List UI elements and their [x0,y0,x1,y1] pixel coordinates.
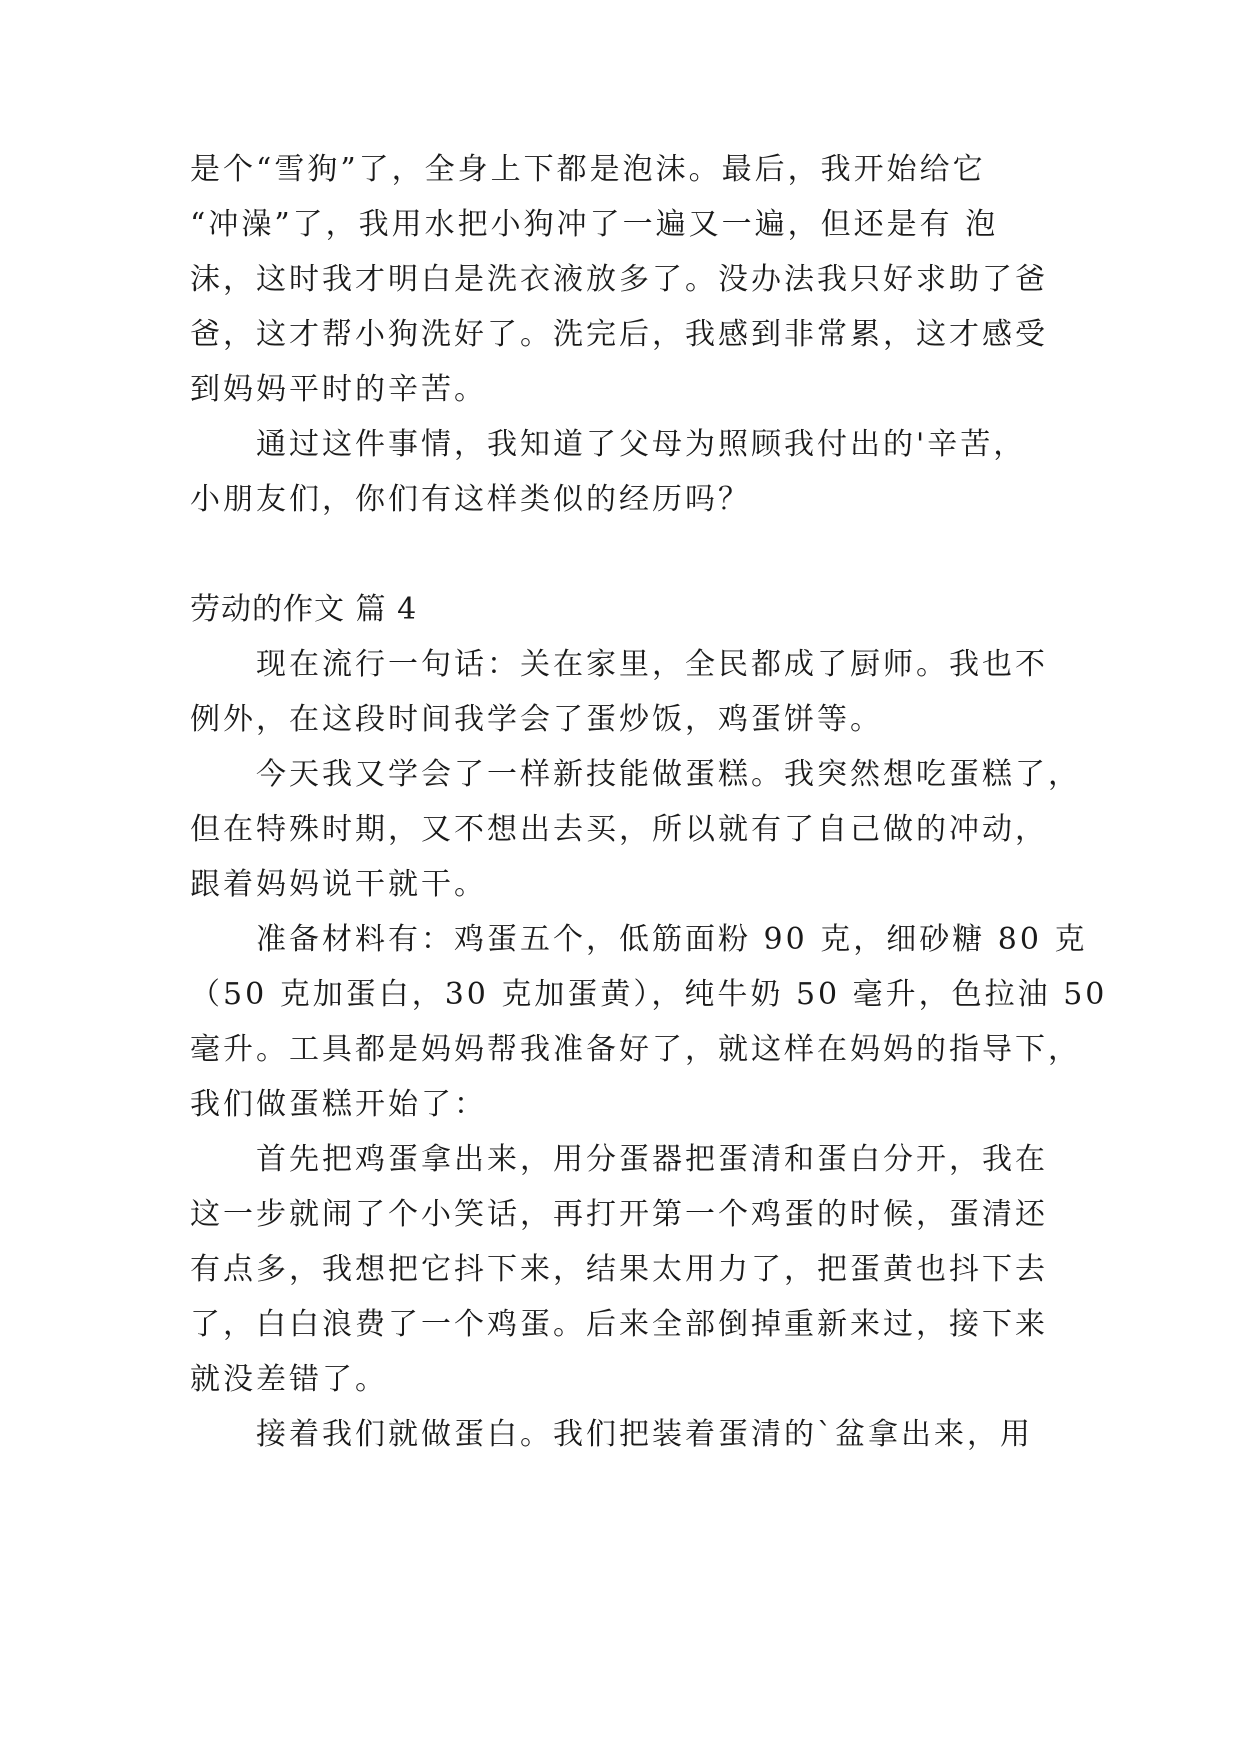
text-line: 有点多，我想把它抖下来，结果太用力了，把蛋黄也抖下去 [190,1252,1048,1287]
text-line: 准备材料有：鸡蛋五个，低筋面粉 90 克，细砂糖 80 克 [256,922,1088,957]
text-line: 但在特殊时期，又不想出去买，所以就有了自己做的冲动， [190,812,1048,847]
text-line: 了，白白浪费了一个鸡蛋。后来全部倒掉重新来过，接下来 [190,1307,1048,1342]
text-line: 这一步就闹了个小笑话，再打开第一个鸡蛋的时候，蛋清还 [190,1197,1048,1232]
text-line: 现在流行一句话：关在家里，全民都成了厨师。我也不 [256,647,1048,682]
text-line: 小朋友们，你们有这样类似的经历吗？ [190,482,751,517]
section-heading: 劳动的作文 篇 4 [190,592,418,627]
text-line: 跟着妈妈说干就干。 [190,867,487,902]
text-line: 毫升。工具都是妈妈帮我准备好了，就这样在妈妈的指导下， [190,1032,1081,1067]
text-line: 首先把鸡蛋拿出来，用分蛋器把蛋清和蛋白分开，我在 [256,1142,1048,1177]
text-line: 接着我们就做蛋白。我们把装着蛋清的`盆拿出来，用 [256,1417,1033,1452]
text-line: （50 克加蛋白，30 克加蛋黄），纯牛奶 50 毫升，色拉油 50 [190,977,1108,1012]
text-line: 例外，在这段时间我学会了蛋炒饭，鸡蛋饼等。 [190,702,883,737]
text-line: 到妈妈平时的辛苦。 [190,372,487,407]
text-line: 就没差错了。 [190,1362,388,1397]
text-line: 爸，这才帮小狗洗好了。洗完后，我感到非常累，这才感受 [190,317,1048,352]
text-line: 我们做蛋糕开始了： [190,1087,487,1122]
text-line: “冲澡”了，我用水把小狗冲了一遍又一遍，但还是有 泡 [190,207,999,242]
text-line: 是个“雪狗”了，全身上下都是泡沫。最后，我开始给它 [190,152,986,187]
text-line: 通过这件事情，我知道了父母为照顾我付出的'辛苦， [256,427,1027,462]
text-line: 沫，这时我才明白是洗衣液放多了。没办法我只好求助了爸 [190,262,1048,297]
text-line: 今天我又学会了一样新技能做蛋糕。我突然想吃蛋糕了， [256,757,1081,792]
